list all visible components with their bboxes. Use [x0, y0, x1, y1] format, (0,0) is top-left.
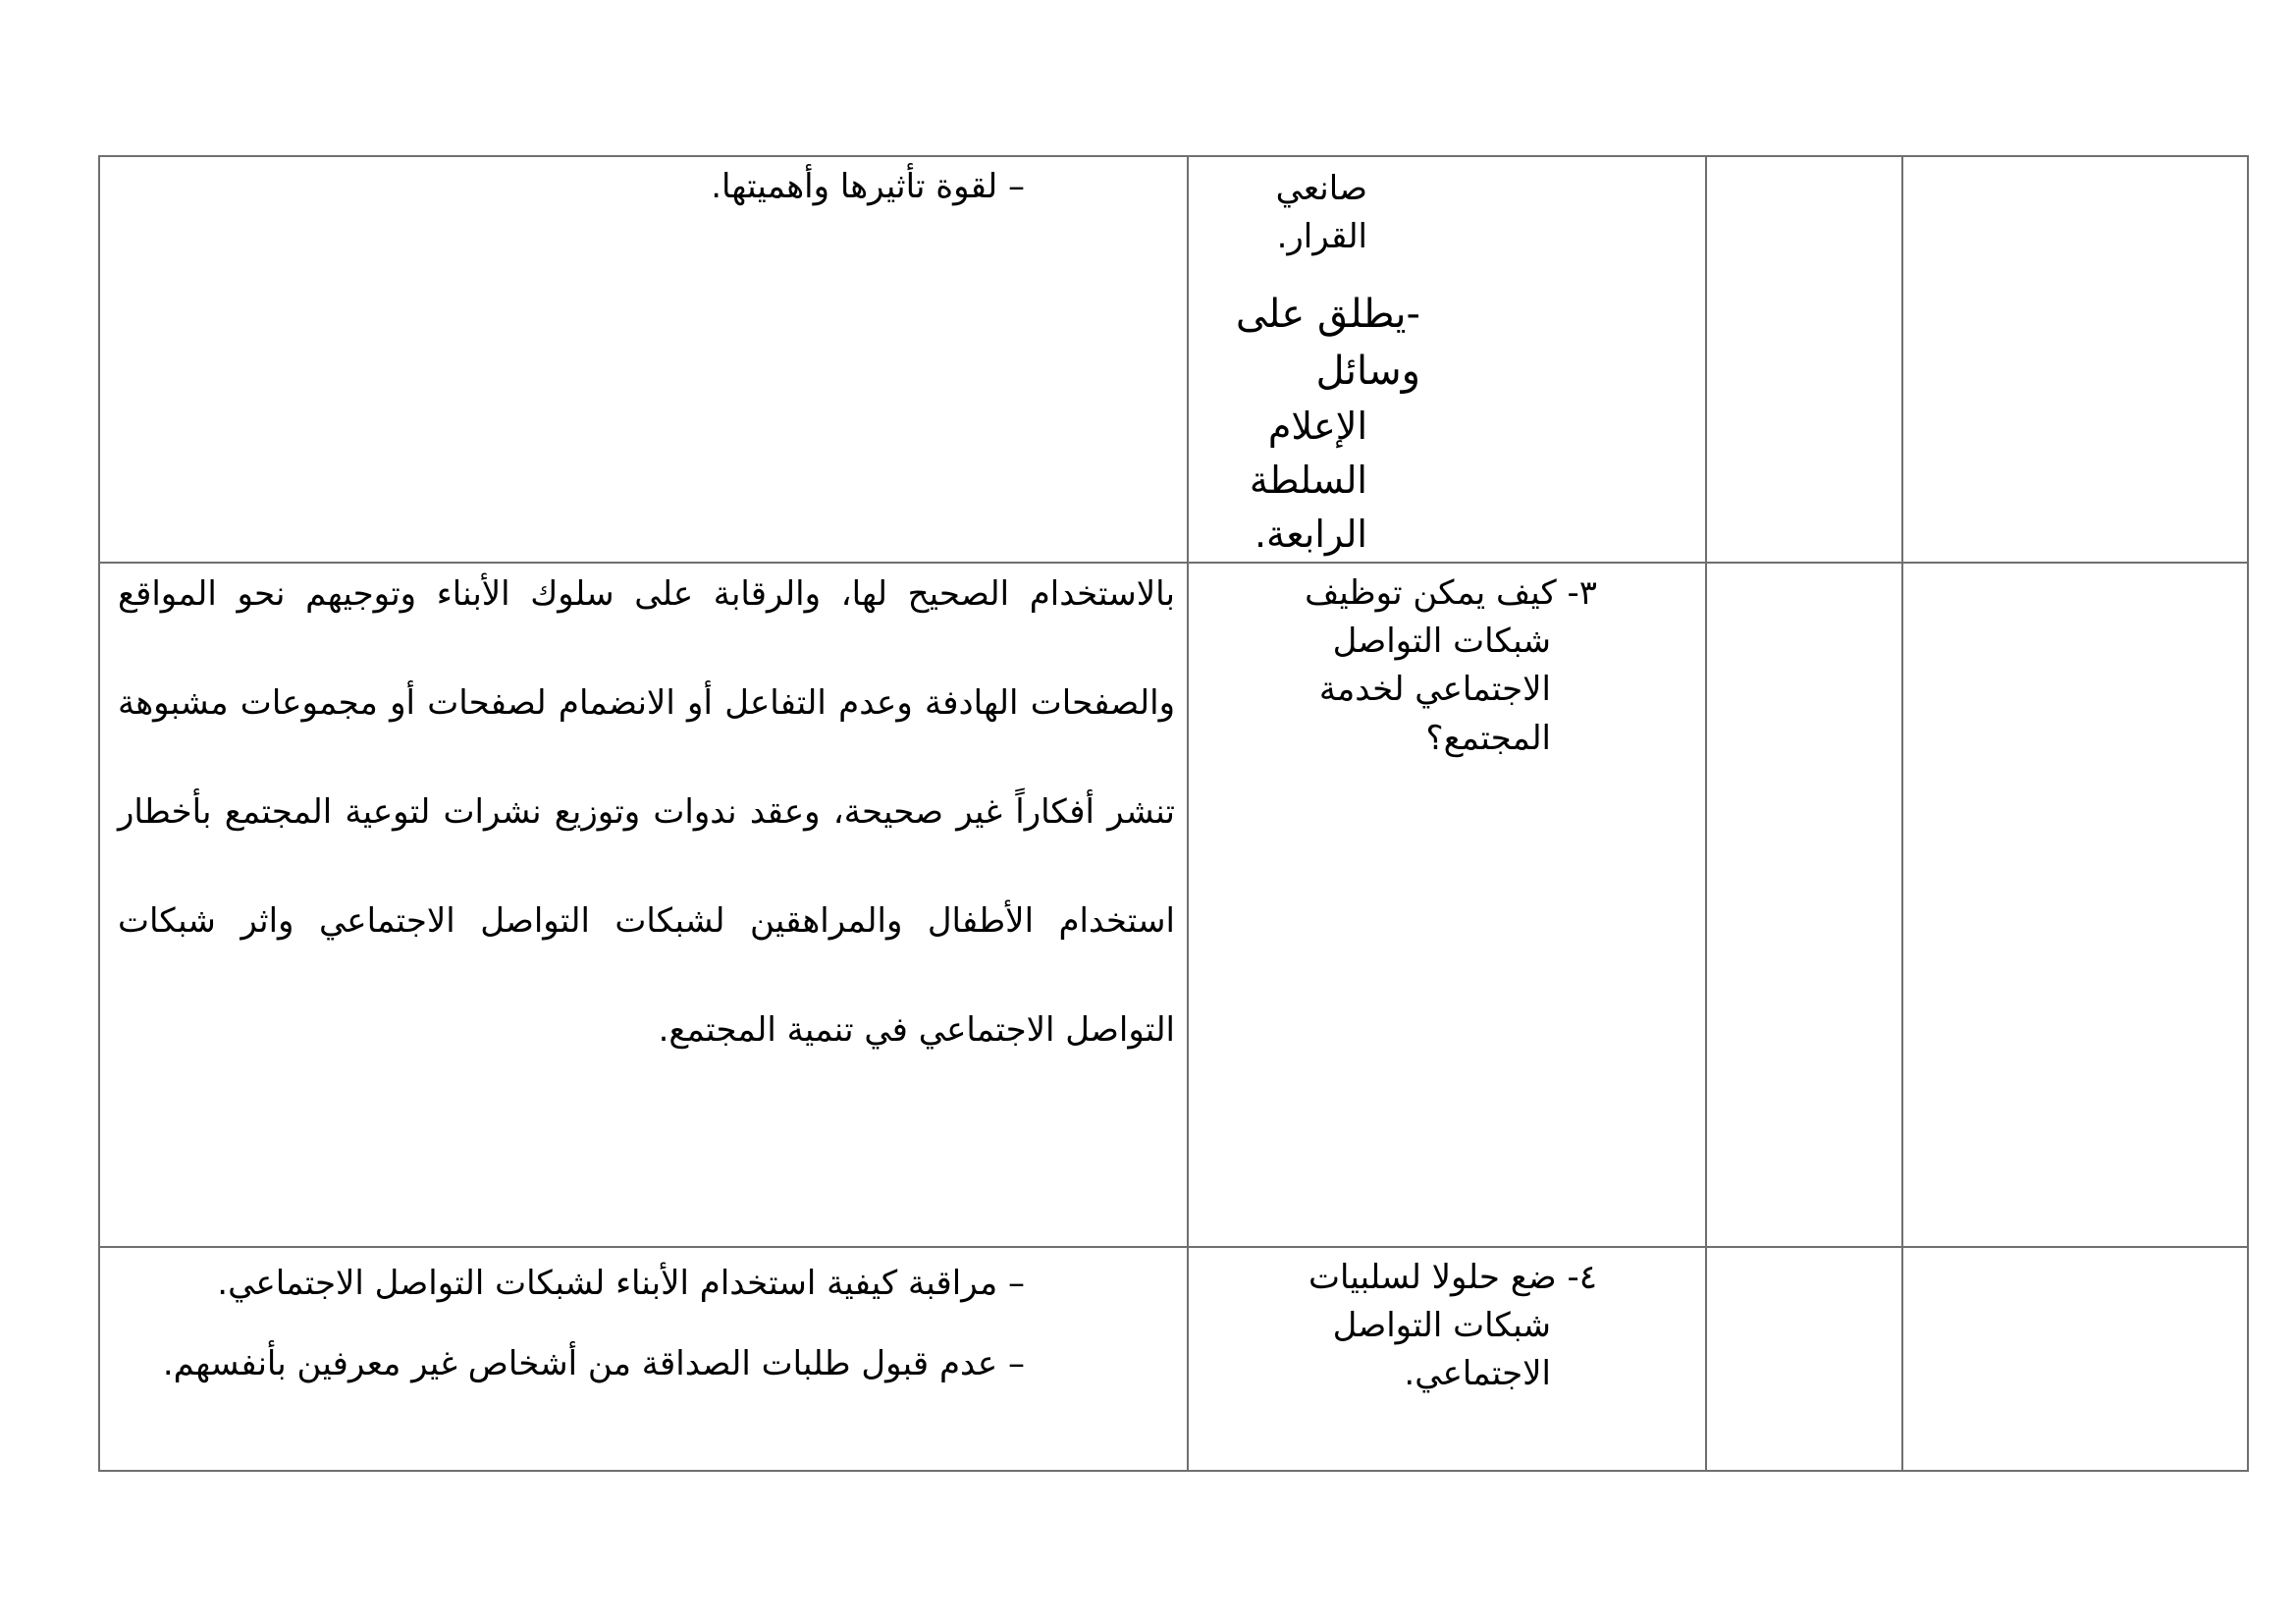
question-line: الإعلام السلطة	[1249, 404, 1367, 502]
question-line: الاجتماعي لخدمة	[1318, 670, 1551, 710]
question-line: شبكات التواصل	[1332, 622, 1551, 662]
empty-cell	[1902, 156, 2248, 563]
empty-cell	[1706, 156, 1902, 563]
answer-cell	[99, 563, 1188, 1247]
question-line: -يطلق على وسائل	[1235, 291, 1420, 394]
answer-line: – مراقبة كيفية استخدام الأبناء لشبكات التواصل الاجتماعي.	[217, 1263, 1025, 1303]
question-line: صانعي القرار.	[1275, 169, 1367, 257]
table-row	[99, 563, 2248, 1247]
question-cell	[1188, 1247, 1706, 1471]
answer-paragraph: بالاستخدام الصحيح لها، والرقابة على سلوك الأبناء وتوجيهم نحو المواقع والصفحات الهادفة وعدم التفاعل أو الانضمام لصفحات أو مجموعات مشبوهة تنشر أفكاراً غير صحيحة، وعقد ندوات وتوزيع نشرات لتوعية المجتمع بأخطار استخدام الأطفال والمراهقين لشبكات التواصل الاجتماعي واثر شبكات التواصل الاجتماعي في تنمية المجتمع.	[118, 573, 1175, 1050]
empty-cell	[1706, 563, 1902, 1247]
question-line: المجتمع؟	[1425, 718, 1551, 758]
question-line: شبكات التواصل	[1332, 1306, 1551, 1346]
empty-cell	[1902, 1247, 2248, 1471]
answer-line: – عدم قبول طلبات الصداقة من أشخاص غير معرفين بأنفسهم.	[162, 1344, 1025, 1384]
question-line: ٤- ضع حلولا لسلبيات	[1308, 1257, 1597, 1297]
question-line: ٣- كيف يمكن توظيف	[1305, 572, 1597, 613]
answer-cell	[99, 1247, 1188, 1471]
answer-cell	[99, 156, 1188, 563]
question-line: الرابعة.	[1254, 512, 1367, 556]
question-cell	[1188, 156, 1706, 563]
answer-line: – لقوة تأثيرها وأهميتها.	[711, 167, 1025, 206]
question-cell	[1188, 563, 1706, 1247]
content-table	[98, 155, 2249, 1472]
table-row	[99, 156, 2248, 563]
question-line: الاجتماعي.	[1404, 1354, 1551, 1394]
table-row	[99, 1247, 2248, 1471]
empty-cell	[1902, 563, 2248, 1247]
empty-cell	[1706, 1247, 1902, 1471]
